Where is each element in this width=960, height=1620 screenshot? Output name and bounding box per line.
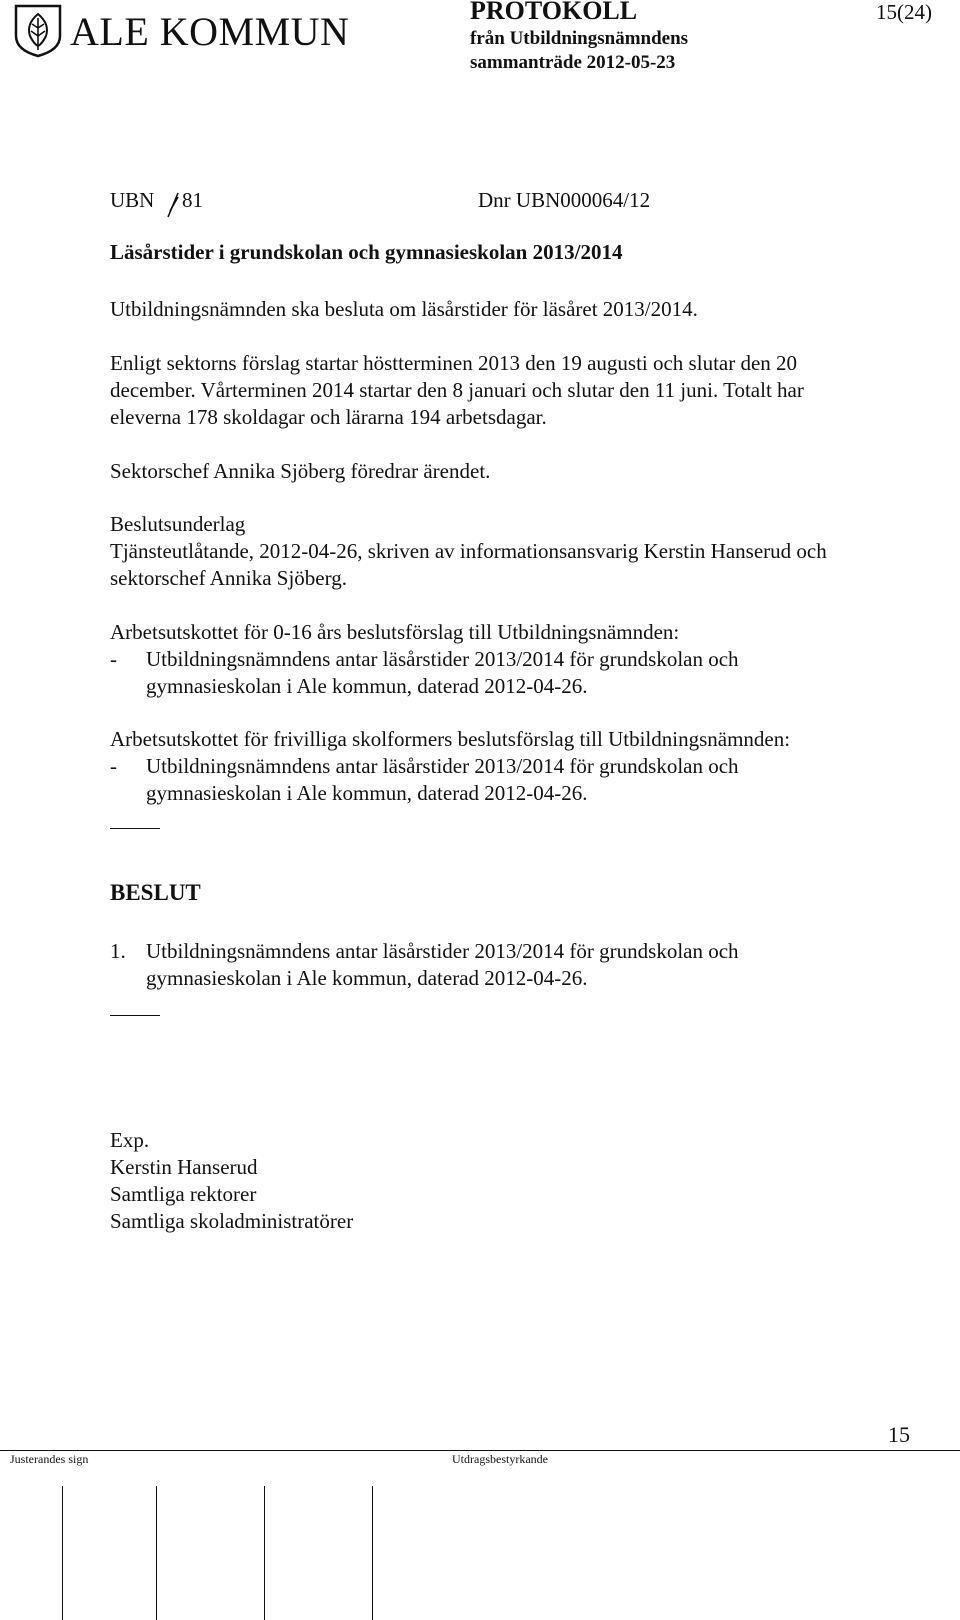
footer-rule [0,1450,960,1451]
basis-line-1: Tjänsteutlåtande, 2012-04-26, skriven av informationsansvarig Kerstin Hanserud och [110,539,827,563]
case-dnr: Dnr UBN000064/12 [478,188,651,212]
proposal-1-line-2: gymnasieskolan i Ale kommun, daterad 2012-04-26. [146,674,588,698]
presenter-text: Sektorschef Annika Sjöberg föredrar ärendet. [110,459,491,483]
page-indicator: 15(24) [876,0,932,24]
decision-heading: BESLUT [110,880,201,905]
proposal-2-line-1: Utbildningsnämndens antar läsårstider 2013/2014 för grundskolan och [146,754,739,778]
decision-number: 1. [110,939,126,963]
document-type: PROTOKOLL [470,0,638,25]
item-title: Läsårstider i grundskolan och gymnasieskolan 2013/2014 [110,240,623,264]
header-meeting-date: sammanträde 2012-05-23 [470,52,676,73]
signature-box-divider [156,1486,157,1620]
proposal-2-bullet: - [110,754,117,778]
case-section-number: 81 [182,188,203,212]
brand-name: ALE KOMMUN [70,9,350,54]
distribution-item: Samtliga rektorer [110,1182,257,1206]
details-line-2: december. Vårterminen 2014 startar den 8 januari och slutar den 11 juni. Totalt har [110,378,804,402]
intro-text: Utbildningsnämnden ska besluta om läsårstider för läsåret 2013/2014. [110,297,698,321]
details-line-3: eleverna 178 skoldagar och lärarna 194 arbetsdagar. [110,405,547,429]
sign-label: Justerandes sign [10,1452,89,1466]
section-sign-icon [166,192,180,218]
signature-box-divider [62,1486,63,1620]
proposal-1-bullet: - [110,647,117,671]
decision-line-1: Utbildningsnämndens antar läsårstider 2013/2014 för grundskolan och [146,939,739,963]
details-line-1: Enligt sektorns förslag startar höstterminen 2013 den 19 augusti och slutar den 20 [110,351,798,375]
case-ubn: UBN [110,188,155,212]
header-origin: från Utbildningsnämndens [470,28,689,49]
footer-page-number: 15 [888,1422,910,1447]
decision-line-2: gymnasieskolan i Ale kommun, daterad 2012-04-26. [146,966,588,990]
signature-box-divider [264,1486,265,1620]
proposal-1-line-1: Utbildningsnämndens antar läsårstider 2013/2014 för grundskolan och [146,647,739,671]
separator-rule [110,828,160,829]
tree-leaf-shield-icon [10,2,66,58]
basis-heading: Beslutsunderlag [110,512,246,536]
proposal-2-heading: Arbetsutskottet för frivilliga skolformers beslutsförslag till Utbildningsnämnden: [110,727,791,751]
proposal-1-heading: Arbetsutskottet för 0-16 års beslutsförslag till Utbildningsnämnden: [110,620,680,644]
extract-label: Utdragsbestyrkande [452,1452,548,1466]
distribution-item: Exp. [110,1128,150,1152]
basis-line-2: sektorschef Annika Sjöberg. [110,566,347,590]
distribution-item: Kerstin Hanserud [110,1155,258,1179]
separator-rule [110,1015,160,1016]
proposal-2-line-2: gymnasieskolan i Ale kommun, daterad 2012-04-26. [146,781,588,805]
signature-box-divider [372,1486,373,1620]
distribution-item: Samtliga skoladministratörer [110,1209,354,1233]
